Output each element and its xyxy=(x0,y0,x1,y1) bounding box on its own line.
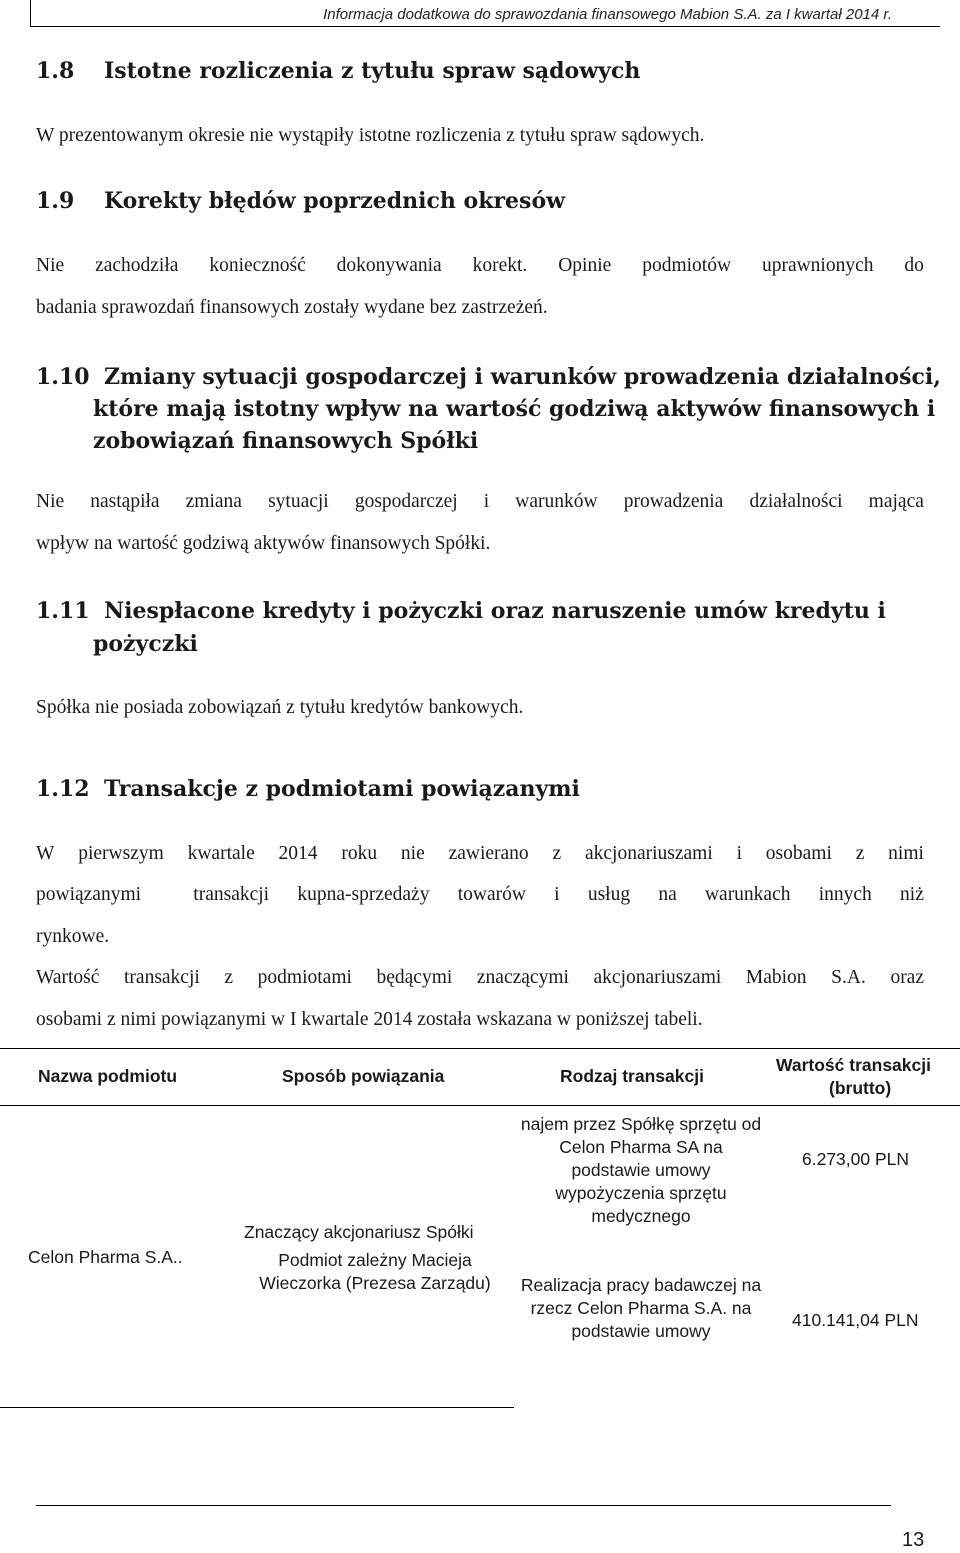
table-cell-transaction-type-2: Realizacja pracy badawczej na rzecz Celon Pharma S.A. na podstawie umowy xyxy=(520,1275,762,1341)
header-rule-vertical xyxy=(30,0,31,26)
word: i xyxy=(736,843,742,864)
word: zawierano xyxy=(448,843,529,864)
footer-rule xyxy=(36,1505,891,1506)
word: sytuacji xyxy=(268,491,329,512)
section-1-9-line-2: badania sprawozdań finansowych zostały wydane bez zastrzeżeń. xyxy=(36,297,548,318)
section-1-10-title-line-3: zobowiązań finansowych Spółki xyxy=(93,428,479,454)
word: uprawnionych xyxy=(761,255,874,276)
page-number: 13 xyxy=(902,1529,925,1551)
word: innych xyxy=(818,884,872,905)
word: z xyxy=(224,967,234,988)
word: do xyxy=(904,255,924,276)
section-1-12-title: Transakcje z podmiotami powiązanymi xyxy=(104,776,580,802)
section-1-11-body: Spółka nie posiada zobowiązań z tytułu kredytów bankowych. xyxy=(36,697,524,718)
section-1-9-line-1 xyxy=(36,255,924,277)
word: kwartale xyxy=(187,843,255,864)
word: i xyxy=(554,884,560,905)
word: zachodziła xyxy=(95,255,179,276)
table-cell-entity: Celon Pharma S.A.. xyxy=(28,1247,183,1267)
section-1-12-p1-line-3: rynkowe. xyxy=(36,926,110,947)
word: gospodarczej xyxy=(354,491,458,512)
section-1-11-title-line-2: pożyczki xyxy=(93,631,198,657)
section-1-9-title: Korekty błędów poprzednich okresów xyxy=(104,188,566,214)
table-cell-transaction-value-2: 410.141,04 PLN xyxy=(792,1310,919,1330)
section-1-12-p1-line-1 xyxy=(36,843,924,865)
word: akcjonariuszami xyxy=(593,967,722,988)
word: Opinie xyxy=(558,255,612,276)
table-cell-relation-line-2: Podmiot zależny Macieja Wieczorka (Prezesa Zarządu) xyxy=(259,1250,491,1293)
section-1-10-number: 1.10 xyxy=(36,364,90,390)
table-cell-transaction-value-1: 6.273,00 PLN xyxy=(802,1149,910,1169)
word: na xyxy=(658,884,677,905)
section-1-8-body: W prezentowanym okresie nie wystąpiły istotne rozliczenia z tytułu spraw sądowych. xyxy=(36,125,705,146)
table-header-entity: Nazwa podmiotu xyxy=(38,1066,178,1086)
document-title: Informacja dodatkowa do sprawozdania finansowego Mabion S.A. za I kwartał 2014 r. xyxy=(323,6,892,23)
word: konieczność xyxy=(209,255,306,276)
table-header-relation: Sposób powiązania xyxy=(282,1066,445,1086)
word: usług xyxy=(587,884,631,905)
word: roku xyxy=(341,843,378,864)
section-1-10-line-2: wpływ na wartość godziwą aktywów finansowych Spółki. xyxy=(36,533,491,554)
word: W xyxy=(36,843,55,864)
table-header-rule xyxy=(0,1105,960,1106)
word: kupna-sprzedaży xyxy=(297,884,430,905)
section-1-11-number: 1.11 xyxy=(36,598,90,624)
word: niż xyxy=(900,884,924,905)
word: transakcji xyxy=(193,884,270,905)
word: pierwszym xyxy=(78,843,164,864)
table-header-value-line-2: (brutto) xyxy=(829,1078,892,1098)
header-rule xyxy=(30,26,940,27)
word: podmiotami xyxy=(257,967,352,988)
table-cell-transaction-type-1: najem przez Spółkę sprzętu od Celon Pharma SA na podstawie umowy wypożyczenia sprzętu medycznego xyxy=(520,1114,762,1226)
word: nastąpiła xyxy=(90,491,160,512)
word: podmiotów xyxy=(642,255,732,276)
word: i xyxy=(483,491,490,512)
word: mająca xyxy=(868,491,924,512)
table-cell-relation-line-1: Znaczący akcjonariusz Spółki xyxy=(244,1222,474,1242)
word: transakcji xyxy=(124,967,200,988)
word: Nie xyxy=(36,491,65,512)
word: z xyxy=(855,843,865,864)
table-top-rule xyxy=(0,1048,960,1049)
section-1-8-number: 1.8 xyxy=(36,58,75,84)
word: Mabion xyxy=(745,967,807,988)
running-header xyxy=(0,0,960,30)
word: 2014 xyxy=(278,843,318,864)
word: S.A. xyxy=(831,967,866,988)
word: będącymi xyxy=(376,967,453,988)
word: znaczącymi xyxy=(476,967,569,988)
section-1-8-title: Istotne rozliczenia z tytułu spraw sądowych xyxy=(104,58,641,84)
section-1-12-p2-line-1 xyxy=(36,967,924,989)
word: nimi xyxy=(888,843,924,864)
section-1-10-title-line-1: Zmiany sytuacji gospodarczej i warunków prowadzenia działalności, xyxy=(104,364,941,390)
section-1-9-number: 1.9 xyxy=(36,188,75,214)
word: powiązanymi xyxy=(36,884,142,905)
table-header-value-line-1: Wartość transakcji xyxy=(776,1055,931,1075)
section-1-10-title-line-2: które mają istotny wpływ na wartość godziwą aktywów finansowych i xyxy=(93,396,936,422)
table-header-type: Rodzaj transakcji xyxy=(560,1066,704,1086)
section-1-12-p1-line-2 xyxy=(36,884,924,906)
section-1-12-number: 1.12 xyxy=(36,776,90,802)
word: akcjonariuszami xyxy=(584,843,713,864)
word: dokonywania xyxy=(336,255,442,276)
word: korekt. xyxy=(472,255,528,276)
word: warunkach xyxy=(704,884,791,905)
word: Nie xyxy=(36,255,65,276)
word: oraz xyxy=(890,967,924,988)
word: prowadzenia xyxy=(623,491,724,512)
word: z xyxy=(552,843,562,864)
section-1-11-title-line-1: Niespłacone kredyty i pożyczki oraz naruszenie umów kredytu i xyxy=(104,598,886,624)
word: osobami xyxy=(765,843,832,864)
word: warunków xyxy=(515,491,598,512)
word: Wartość xyxy=(36,967,100,988)
word: nie xyxy=(400,843,425,864)
section-1-10-line-1 xyxy=(36,491,924,513)
word: towarów xyxy=(457,884,526,905)
word: zmiana xyxy=(185,491,242,512)
footnote-rule xyxy=(0,1407,514,1408)
word: działalności xyxy=(749,491,843,512)
section-1-12-p2-line-2: osobami z nimi powiązanymi w I kwartale 2014 została wskazana w poniższej tabeli. xyxy=(36,1009,703,1030)
